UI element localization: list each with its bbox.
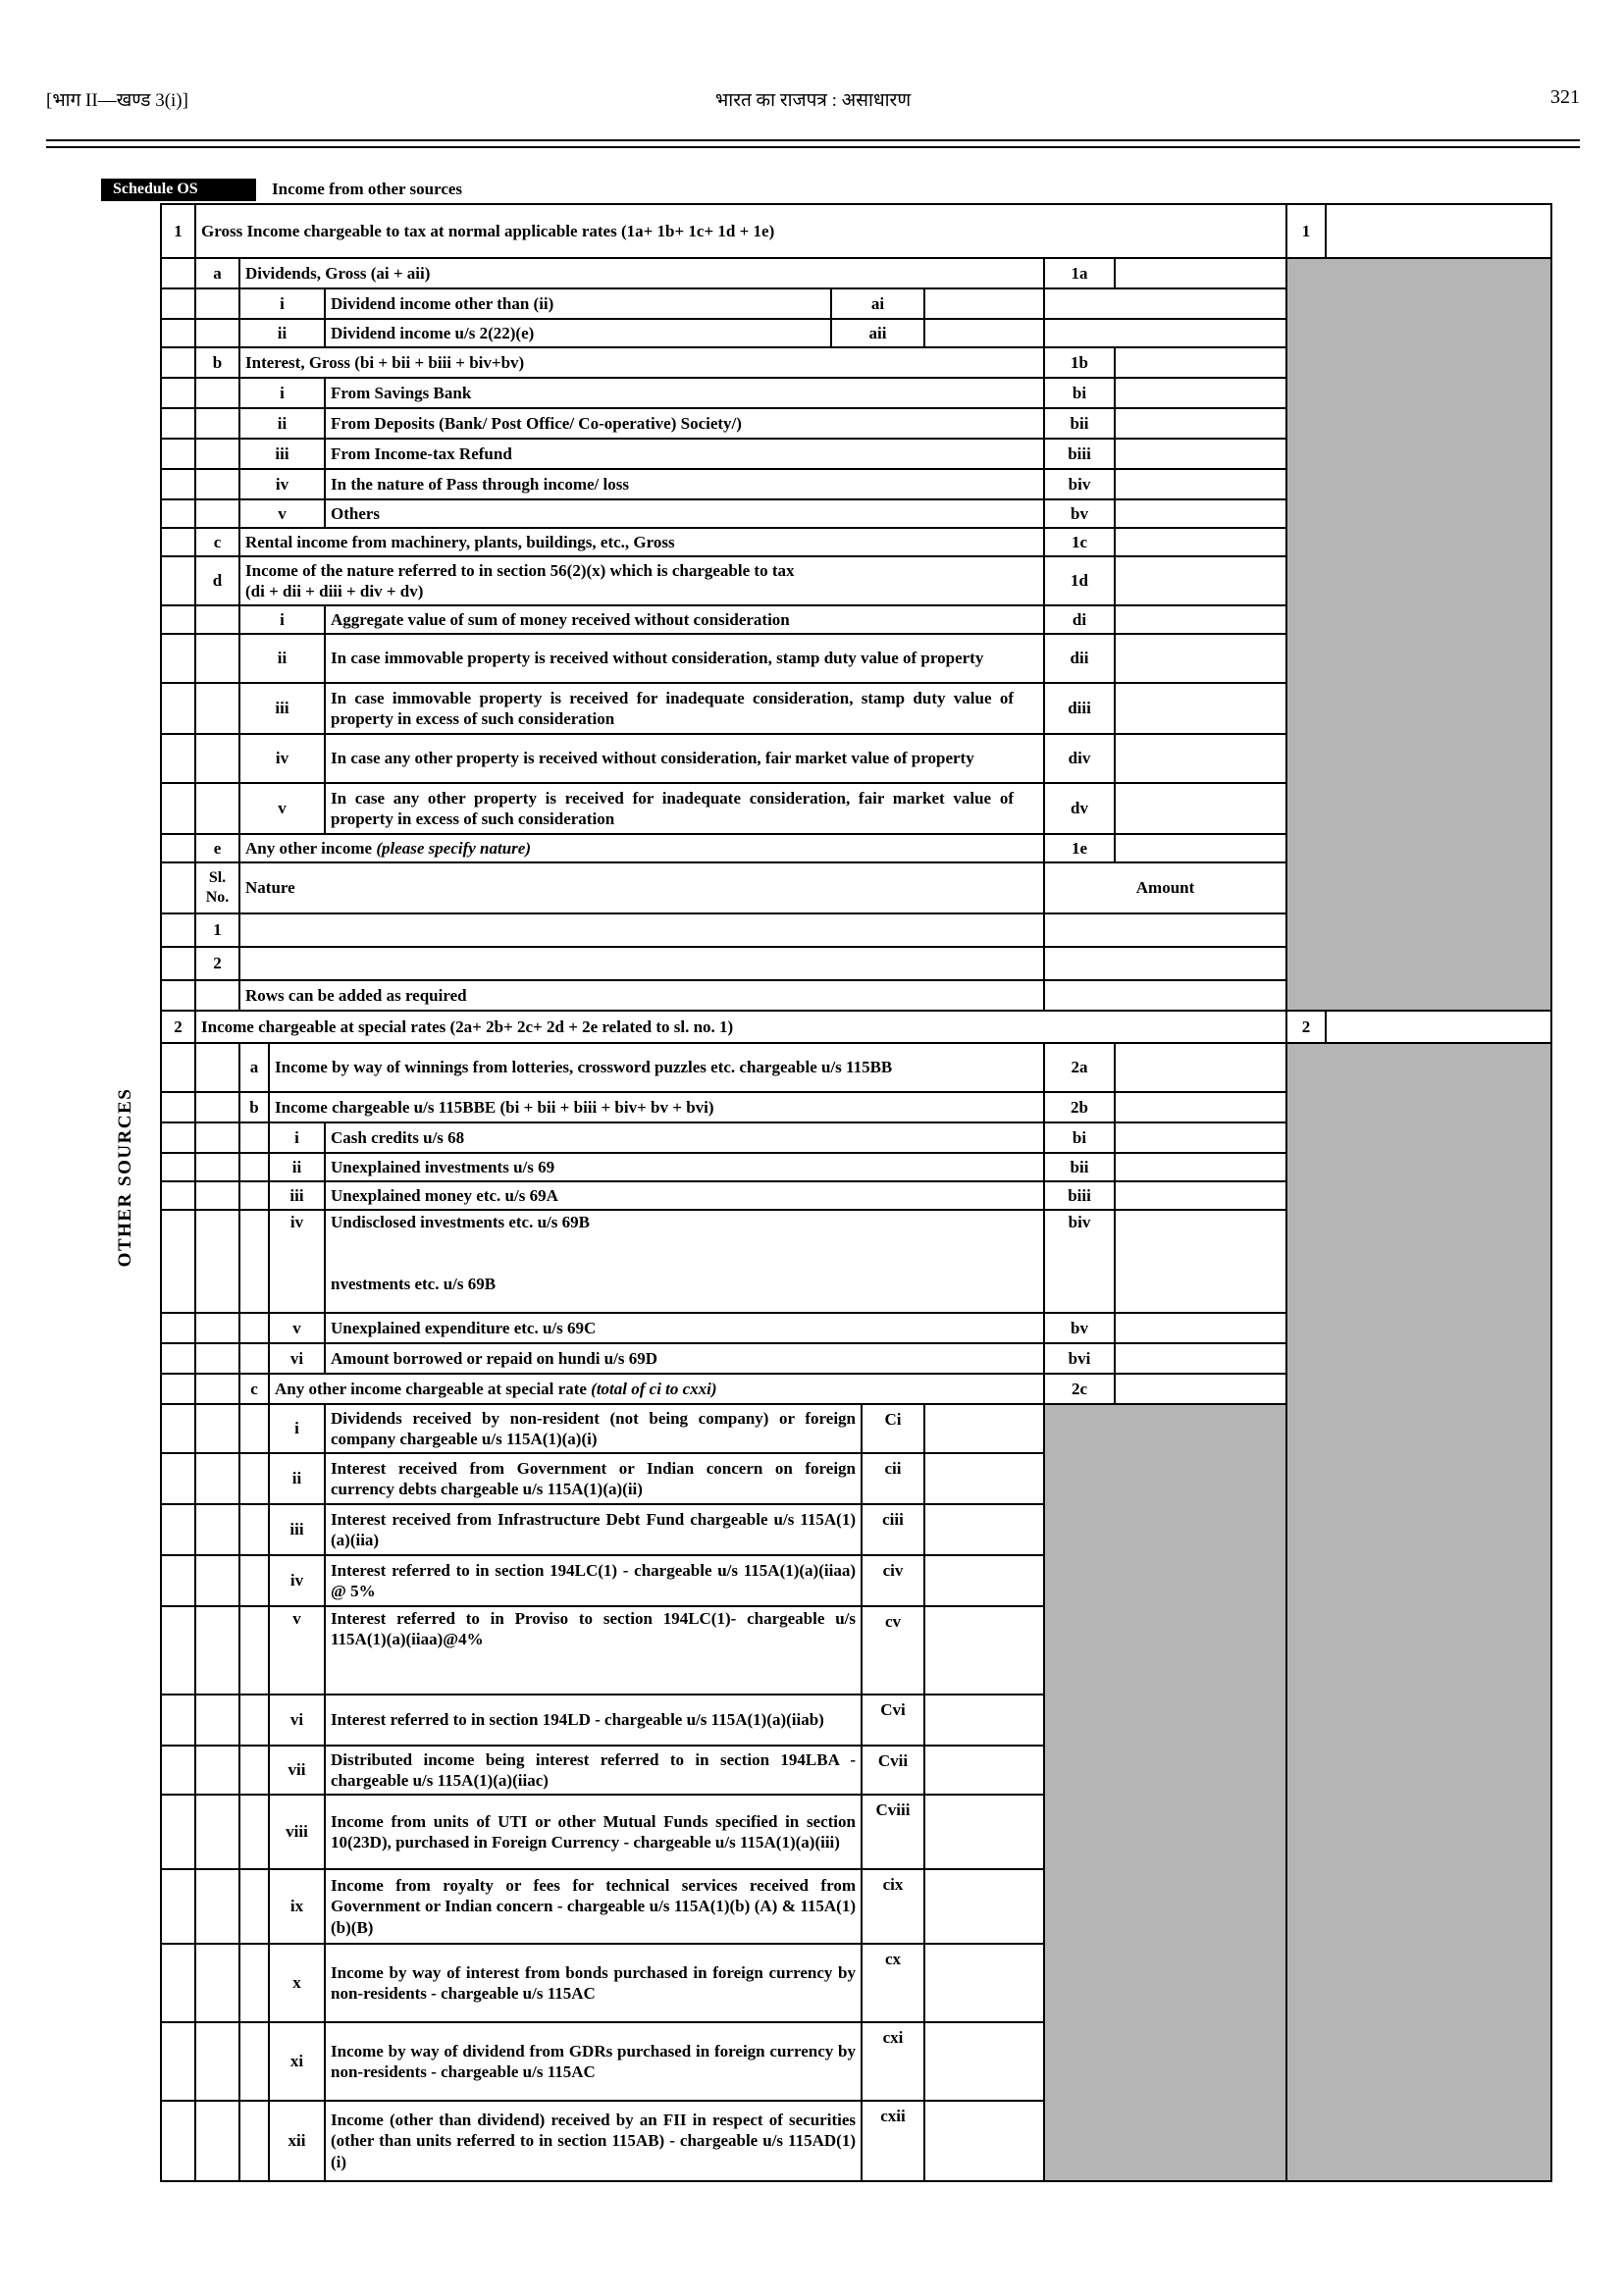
shaded-region	[1286, 258, 1551, 1011]
spacer-cell	[161, 1695, 195, 1746]
row-bvi-roman: vi	[269, 1343, 325, 1374]
row-1a-letter: a	[195, 258, 239, 288]
spacer-cell	[161, 378, 195, 408]
row-2b-value-cell	[1115, 1092, 1286, 1122]
row-bv-roman: v	[239, 499, 325, 528]
spacer-cell	[195, 1092, 239, 1122]
spacer-cell	[161, 1181, 195, 1210]
row-cx-label: Income by way of interest from bonds purchased in foreign currency by non-residents - chargeable u/s 115AC	[325, 1944, 862, 2022]
row-div-value-cell	[1115, 734, 1286, 783]
spacer-cell	[195, 1043, 239, 1092]
row-cii-value-cell	[924, 1453, 1044, 1504]
row-biv-label: In the nature of Pass through income/ loss	[325, 469, 1044, 499]
row-Ci-code: Ci	[862, 1404, 924, 1453]
spacer-cell	[239, 1555, 269, 1606]
spacer-cell	[161, 499, 195, 528]
row-diii-value-cell	[1115, 683, 1286, 734]
row-Cvi-value-cell	[924, 1695, 1044, 1746]
spacer-cell	[195, 1606, 239, 1695]
row-1d-letter: d	[195, 556, 239, 605]
row-Cvi-code: Cvi	[862, 1695, 924, 1746]
spacer-cell	[195, 605, 239, 634]
header-center: भारत का राजपत्र : असाधारण	[714, 90, 912, 111]
row-Cvi-label: Interest referred to in section 194LD - chargeable u/s 115A(1)(a)(iiab)	[325, 1695, 862, 1746]
row-cxii-label: Income (other than dividend) received by an FII in respect of securities (other than units referred to in section 115AB) - chargeable u/s 115AD(1)(i)	[325, 2101, 862, 2181]
spacer-cell	[161, 605, 195, 634]
spacer-cell	[239, 1869, 269, 1944]
spacer-cell	[161, 1795, 195, 1869]
row-biv-value-cell	[1115, 469, 1286, 499]
row-bv-code: bv	[1044, 1313, 1115, 1343]
row-bv-label: Unexplained expenditure etc. u/s 69C	[325, 1313, 1044, 1343]
row-ai-value-cell	[924, 288, 1044, 319]
spacer-cell	[239, 1122, 269, 1153]
spacer-cell	[195, 1210, 239, 1313]
spacer-cell	[161, 1374, 195, 1404]
spacer-cell	[195, 378, 239, 408]
spacer-cell	[239, 1343, 269, 1374]
row-diii-label: In case immovable property is received for inadequate consideration, stamp duty value of property in excess of such consideration	[325, 683, 1044, 734]
spacer-cell	[195, 734, 239, 783]
amount-header: Amount	[1044, 862, 1286, 913]
spacer-cell	[195, 683, 239, 734]
spacer-cell	[195, 1404, 239, 1453]
header-left: [भाग II—खण्ड 3(i)]	[46, 90, 188, 111]
spacer-cell	[161, 1453, 195, 1504]
shaded-region	[1044, 1404, 1286, 2181]
spacer-cell	[161, 1606, 195, 1695]
row-biv-code: biv	[1044, 1210, 1115, 1313]
row-1c-label: Rental income from machinery, plants, buildings, etc., Gross	[239, 528, 1044, 556]
row-1d-code: 1d	[1044, 556, 1115, 605]
spacer-cell	[195, 499, 239, 528]
row-cii-roman: ii	[269, 1453, 325, 1504]
rows-can-be-added-note: Rows can be added as required	[239, 980, 1044, 1011]
shaded-region	[1286, 1043, 1551, 2181]
row-cxi-value-cell	[924, 2022, 1044, 2101]
row-1e-code: 1e	[1044, 834, 1115, 862]
row-biii-value-cell	[1115, 1181, 1286, 1210]
row-dii-code: dii	[1044, 634, 1115, 683]
row-bi-value-cell	[1115, 378, 1286, 408]
spacer-cell	[195, 2022, 239, 2101]
spacer-cell	[161, 1555, 195, 1606]
row-1d-label: Income of the nature referred to in section 56(2)(x) which is chargeable to tax (di + dii + diii + div + dv)	[239, 556, 1044, 605]
row-2b-label: Income chargeable u/s 115BBE (bi + bii + biii + biv+ bv + bvi)	[269, 1092, 1044, 1122]
row-cv-value-cell	[924, 1606, 1044, 1695]
row-1d-value-cell	[1115, 556, 1286, 605]
sl-row-1-nature-cell	[239, 913, 1044, 947]
spacer-cell	[195, 1746, 239, 1795]
row-cxii-code: cxii	[862, 2101, 924, 2181]
row-biii-roman: iii	[269, 1181, 325, 1210]
spacer-cell	[161, 288, 195, 319]
row-2-value-cell	[1326, 1011, 1551, 1043]
row-bi-code: bi	[1044, 1122, 1115, 1153]
row-Cviii-value-cell	[924, 1795, 1044, 1869]
row-1-number: 1	[161, 204, 195, 258]
row-1a-label: Dividends, Gross (ai + aii)	[239, 258, 1044, 288]
spacer-cell	[161, 347, 195, 378]
schedule-title: Income from other sources	[272, 180, 463, 198]
rows-add-blank-cell	[1044, 980, 1286, 1011]
spacer-cell	[195, 469, 239, 499]
spacer-cell	[161, 947, 195, 980]
row-biii-code: biii	[1044, 1181, 1115, 1210]
side-label-other-sources: OTHER SOURCES	[115, 1087, 135, 1268]
spacer-cell	[239, 1181, 269, 1210]
spacer-cell	[239, 2022, 269, 2101]
row-dv-value-cell	[1115, 783, 1286, 834]
row-Ci-label: Dividends received by non-resident (not being company) or foreign company chargeable u/s 115A(1)(a)(i)	[325, 1404, 862, 1453]
spacer-cell	[161, 734, 195, 783]
row-biv-roman: iv	[269, 1210, 325, 1313]
row-Cvii-roman: vii	[269, 1746, 325, 1795]
row-Ci-value-cell	[924, 1404, 1044, 1453]
row-cv-roman: v	[269, 1606, 325, 1695]
spacer-cell	[161, 834, 195, 862]
row-dv-roman: v	[239, 783, 325, 834]
row-diii-roman: iii	[239, 683, 325, 734]
row-dv-code: dv	[1044, 783, 1115, 834]
spacer-cell	[195, 1122, 239, 1153]
row-cx-roman: x	[269, 1944, 325, 2022]
row-1c-value-cell	[1115, 528, 1286, 556]
row-cxi-label: Income by way of dividend from GDRs purchased in foreign currency by non-residents - chargeable u/s 115AC	[325, 2022, 862, 2101]
row-1a-value-cell	[1115, 258, 1286, 288]
spacer-cell	[161, 1153, 195, 1181]
row-div-roman: iv	[239, 734, 325, 783]
row-Cvii-value-cell	[924, 1746, 1044, 1795]
spacer-cell	[239, 1153, 269, 1181]
spacer-cell	[161, 862, 195, 913]
spacer-cell	[195, 2101, 239, 2181]
spacer-cell	[195, 980, 239, 1011]
row-Cviii-roman: viii	[269, 1795, 325, 1869]
sl-row-1-amount-cell	[1044, 913, 1286, 947]
spacer-cell	[195, 1504, 239, 1555]
row-2b-code: 2b	[1044, 1092, 1115, 1122]
row-2-number: 2	[161, 1011, 195, 1043]
row-2b-letter: b	[239, 1092, 269, 1122]
row-dv-label: In case any other property is received for inadequate consideration, fair market value of property in excess of such consideration	[325, 783, 1044, 834]
row-ai-blank-cell	[1044, 288, 1286, 319]
spacer-cell	[161, 1944, 195, 2022]
row-1a-code: 1a	[1044, 258, 1115, 288]
spacer-cell	[239, 1606, 269, 1695]
spacer-cell	[161, 439, 195, 469]
row-bi-label: From Savings Bank	[325, 378, 1044, 408]
spacer-cell	[239, 2101, 269, 2181]
spacer-cell	[161, 556, 195, 605]
spacer-cell	[195, 1695, 239, 1746]
schedule-os-table-body	[161, 204, 1551, 2181]
row-ai-roman: i	[239, 288, 325, 319]
spacer-cell	[161, 1092, 195, 1122]
row-cix-roman: ix	[269, 1869, 325, 1944]
row-cii-code: cii	[862, 1453, 924, 1504]
spacer-cell	[195, 1181, 239, 1210]
sl-no-header: Sl. No.	[195, 862, 239, 913]
spacer-cell	[161, 1122, 195, 1153]
spacer-cell	[239, 1453, 269, 1504]
row-bi-roman: i	[269, 1122, 325, 1153]
sl-row-2-amount-cell	[1044, 947, 1286, 980]
row-2-code: 2	[1286, 1011, 1326, 1043]
row-2-label: Income chargeable at special rates (2a+ 2b+ 2c+ 2d + 2e related to sl. no. 1)	[195, 1011, 1286, 1043]
row-bii-code: bii	[1044, 1153, 1115, 1181]
row-biv-value-cell	[1115, 1210, 1286, 1313]
row-ai-label: Dividend income other than (ii)	[325, 288, 831, 319]
row-1-value-cell	[1326, 204, 1551, 258]
spacer-cell	[195, 634, 239, 683]
row-div-code: div	[1044, 734, 1115, 783]
spacer-cell	[161, 319, 195, 347]
nature-header: Nature	[239, 862, 1044, 913]
row-civ-roman: iv	[269, 1555, 325, 1606]
spacer-cell	[239, 1210, 269, 1313]
row-bi-roman: i	[239, 378, 325, 408]
row-aii-value-cell	[924, 319, 1044, 347]
row-bii-value-cell	[1115, 408, 1286, 439]
row-cx-value-cell	[924, 1944, 1044, 2022]
row-aii-label: Dividend income u/s 2(22)(e)	[325, 319, 831, 347]
spacer-cell	[195, 1313, 239, 1343]
spacer-cell	[161, 528, 195, 556]
spacer-cell	[161, 1869, 195, 1944]
row-aii-blank-cell	[1044, 319, 1286, 347]
row-1b-code: 1b	[1044, 347, 1115, 378]
sl-row-2-number: 2	[195, 947, 239, 980]
row-ai-code: ai	[831, 288, 924, 319]
row-biv-roman: iv	[239, 469, 325, 499]
row-Cvi-roman: vi	[269, 1695, 325, 1746]
double-rule	[46, 139, 1580, 148]
row-cxii-value-cell	[924, 2101, 1044, 2181]
spacer-cell	[161, 1043, 195, 1092]
spacer-cell	[195, 1795, 239, 1869]
row-biv-code: biv	[1044, 469, 1115, 499]
spacer-cell	[239, 1944, 269, 2022]
row-civ-code: civ	[862, 1555, 924, 1606]
row-1b-value-cell	[1115, 347, 1286, 378]
row-1b-label: Interest, Gross (bi + bii + biii + biv+bv)	[239, 347, 1044, 378]
row-biii-label: From Income-tax Refund	[325, 439, 1044, 469]
spacer-cell	[195, 1374, 239, 1404]
spacer-cell	[195, 319, 239, 347]
row-1-code: 1	[1286, 204, 1326, 258]
spacer-cell	[195, 783, 239, 834]
row-diii-code: diii	[1044, 683, 1115, 734]
row-Ci-roman: i	[269, 1404, 325, 1453]
row-2a-value-cell	[1115, 1043, 1286, 1092]
row-1-label: Gross Income chargeable to tax at normal applicable rates (1a+ 1b+ 1c+ 1d + 1e)	[195, 204, 1286, 258]
row-di-code: di	[1044, 605, 1115, 634]
spacer-cell	[195, 1869, 239, 1944]
row-1c-code: 1c	[1044, 528, 1115, 556]
row-aii-roman: ii	[239, 319, 325, 347]
row-bv-value-cell	[1115, 1313, 1286, 1343]
spacer-cell	[239, 1504, 269, 1555]
spacer-cell	[161, 1504, 195, 1555]
row-ciii-value-cell	[924, 1504, 1044, 1555]
row-cxi-roman: xi	[269, 2022, 325, 2101]
spacer-cell	[161, 2022, 195, 2101]
row-biii-roman: iii	[239, 439, 325, 469]
row-1c-letter: c	[195, 528, 239, 556]
row-bii-roman: ii	[269, 1153, 325, 1181]
spacer-cell	[195, 1944, 239, 2022]
row-bii-value-cell	[1115, 1153, 1286, 1181]
spacer-cell	[239, 1746, 269, 1795]
schedule-header	[101, 178, 462, 201]
row-bii-roman: ii	[239, 408, 325, 439]
row-2c-letter: c	[239, 1374, 269, 1404]
spacer-cell	[161, 1746, 195, 1795]
row-Cvii-label: Distributed income being interest referred to in section 194LBA - chargeable u/s 115A(1)(a)(iiac)	[325, 1746, 862, 1795]
spacer-cell	[195, 1453, 239, 1504]
page-header	[46, 86, 1580, 116]
row-di-label: Aggregate value of sum of money received without consideration	[325, 605, 1044, 634]
spacer-cell	[161, 1210, 195, 1313]
row-2a-letter: a	[239, 1043, 269, 1092]
row-bv-roman: v	[269, 1313, 325, 1343]
row-div-label: In case any other property is received without consideration, fair market value of property	[325, 734, 1044, 783]
spacer-cell	[161, 980, 195, 1011]
row-dii-value-cell	[1115, 634, 1286, 683]
row-ciii-label: Interest received from Infrastructure Debt Fund chargeable u/s 115A(1)(a)(iia)	[325, 1504, 862, 1555]
spacer-cell	[239, 1313, 269, 1343]
row-bv-value-cell	[1115, 499, 1286, 528]
row-1e-value-cell	[1115, 834, 1286, 862]
spacer-cell	[161, 1343, 195, 1374]
row-bvi-value-cell	[1115, 1343, 1286, 1374]
spacer-cell	[195, 439, 239, 469]
sl-row-2-nature-cell	[239, 947, 1044, 980]
row-bi-code: bi	[1044, 378, 1115, 408]
row-bvi-label: Amount borrowed or repaid on hundi u/s 69D	[325, 1343, 1044, 1374]
row-Cvii-code: Cvii	[862, 1746, 924, 1795]
row-biii-label: Unexplained money etc. u/s 69A	[325, 1181, 1044, 1210]
spacer-cell	[195, 1343, 239, 1374]
row-bii-label: From Deposits (Bank/ Post Office/ Co-operative) Society/)	[325, 408, 1044, 439]
spacer-cell	[239, 1404, 269, 1453]
row-cix-code: cix	[862, 1869, 924, 1944]
row-bv-label: Others	[325, 499, 1044, 528]
row-2c-label: Any other income chargeable at special rate (total of ci to cxxi)	[269, 1374, 1044, 1404]
row-cv-label: Interest referred to in Proviso to section 194LC(1)- chargeable u/s 115A(1)(a)(iiaa)@4%	[325, 1606, 862, 1695]
spacer-cell	[161, 634, 195, 683]
row-dii-label: In case immovable property is received without consideration, stamp duty value of property	[325, 634, 1044, 683]
row-bv-code: bv	[1044, 499, 1115, 528]
spacer-cell	[161, 1313, 195, 1343]
row-Cviii-label: Income from units of UTI or other Mutual Funds specified in section 10(23D), purchased in Foreign Currency - chargeable u/s 115A(1)(a)(iii)	[325, 1795, 862, 1869]
row-2a-label: Income by way of winnings from lotteries, crossword puzzles etc. chargeable u/s 115BB	[269, 1043, 1044, 1092]
schedule-os-table	[160, 203, 1552, 2182]
spacer-cell	[195, 1153, 239, 1181]
sl-row-1-number: 1	[195, 913, 239, 947]
row-cx-code: cx	[862, 1944, 924, 2022]
row-1e-label: Any other income (please specify nature)	[239, 834, 1044, 862]
row-bii-label: Unexplained investments u/s 69	[325, 1153, 1044, 1181]
spacer-cell	[161, 2101, 195, 2181]
row-2a-code: 2a	[1044, 1043, 1115, 1092]
row-cxi-code: cxi	[862, 2022, 924, 2101]
row-cix-value-cell	[924, 1869, 1044, 1944]
spacer-cell	[161, 469, 195, 499]
row-civ-label: Interest referred to in section 194LC(1) - chargeable u/s 115A(1)(a)(iiaa) @ 5%	[325, 1555, 862, 1606]
row-biii-code: biii	[1044, 439, 1115, 469]
row-2c-value-cell	[1115, 1374, 1286, 1404]
spacer-cell	[161, 913, 195, 947]
row-di-value-cell	[1115, 605, 1286, 634]
spacer-cell	[239, 1795, 269, 1869]
spacer-cell	[161, 683, 195, 734]
spacer-cell	[161, 783, 195, 834]
row-bi-value-cell	[1115, 1122, 1286, 1153]
row-biii-value-cell	[1115, 439, 1286, 469]
row-cii-label: Interest received from Government or Indian concern on foreign currency debts chargeable u/s 115A(1)(a)(ii)	[325, 1453, 862, 1504]
spacer-cell	[161, 258, 195, 288]
row-Cviii-code: Cviii	[862, 1795, 924, 1869]
spacer-cell	[195, 408, 239, 439]
row-aii-code: aii	[831, 319, 924, 347]
row-1e-letter: e	[195, 834, 239, 862]
row-biv-label: Undisclosed investments etc. u/s 69B nvestments etc. u/s 69B	[325, 1210, 1044, 1313]
row-2c-code: 2c	[1044, 1374, 1115, 1404]
row-cix-label: Income from royalty or fees for technical services received from Government or Indian concern - chargeable u/s 115A(1)(b) (A) & 115A(1)(b)(B)	[325, 1869, 862, 1944]
spacer-cell	[195, 1555, 239, 1606]
row-bii-code: bii	[1044, 408, 1115, 439]
spacer-cell	[161, 408, 195, 439]
row-cv-code: cv	[862, 1606, 924, 1695]
row-1b-letter: b	[195, 347, 239, 378]
spacer-cell	[161, 1404, 195, 1453]
row-ciii-roman: iii	[269, 1504, 325, 1555]
spacer-cell	[195, 288, 239, 319]
spacer-cell	[239, 1695, 269, 1746]
row-bvi-code: bvi	[1044, 1343, 1115, 1374]
schedule-tag: Schedule OS	[101, 179, 256, 201]
row-bi-label: Cash credits u/s 68	[325, 1122, 1044, 1153]
row-dii-roman: ii	[239, 634, 325, 683]
row-civ-value-cell	[924, 1555, 1044, 1606]
row-di-roman: i	[239, 605, 325, 634]
page-number: 321	[1550, 86, 1580, 108]
row-ciii-code: ciii	[862, 1504, 924, 1555]
row-cxii-roman: xii	[269, 2101, 325, 2181]
